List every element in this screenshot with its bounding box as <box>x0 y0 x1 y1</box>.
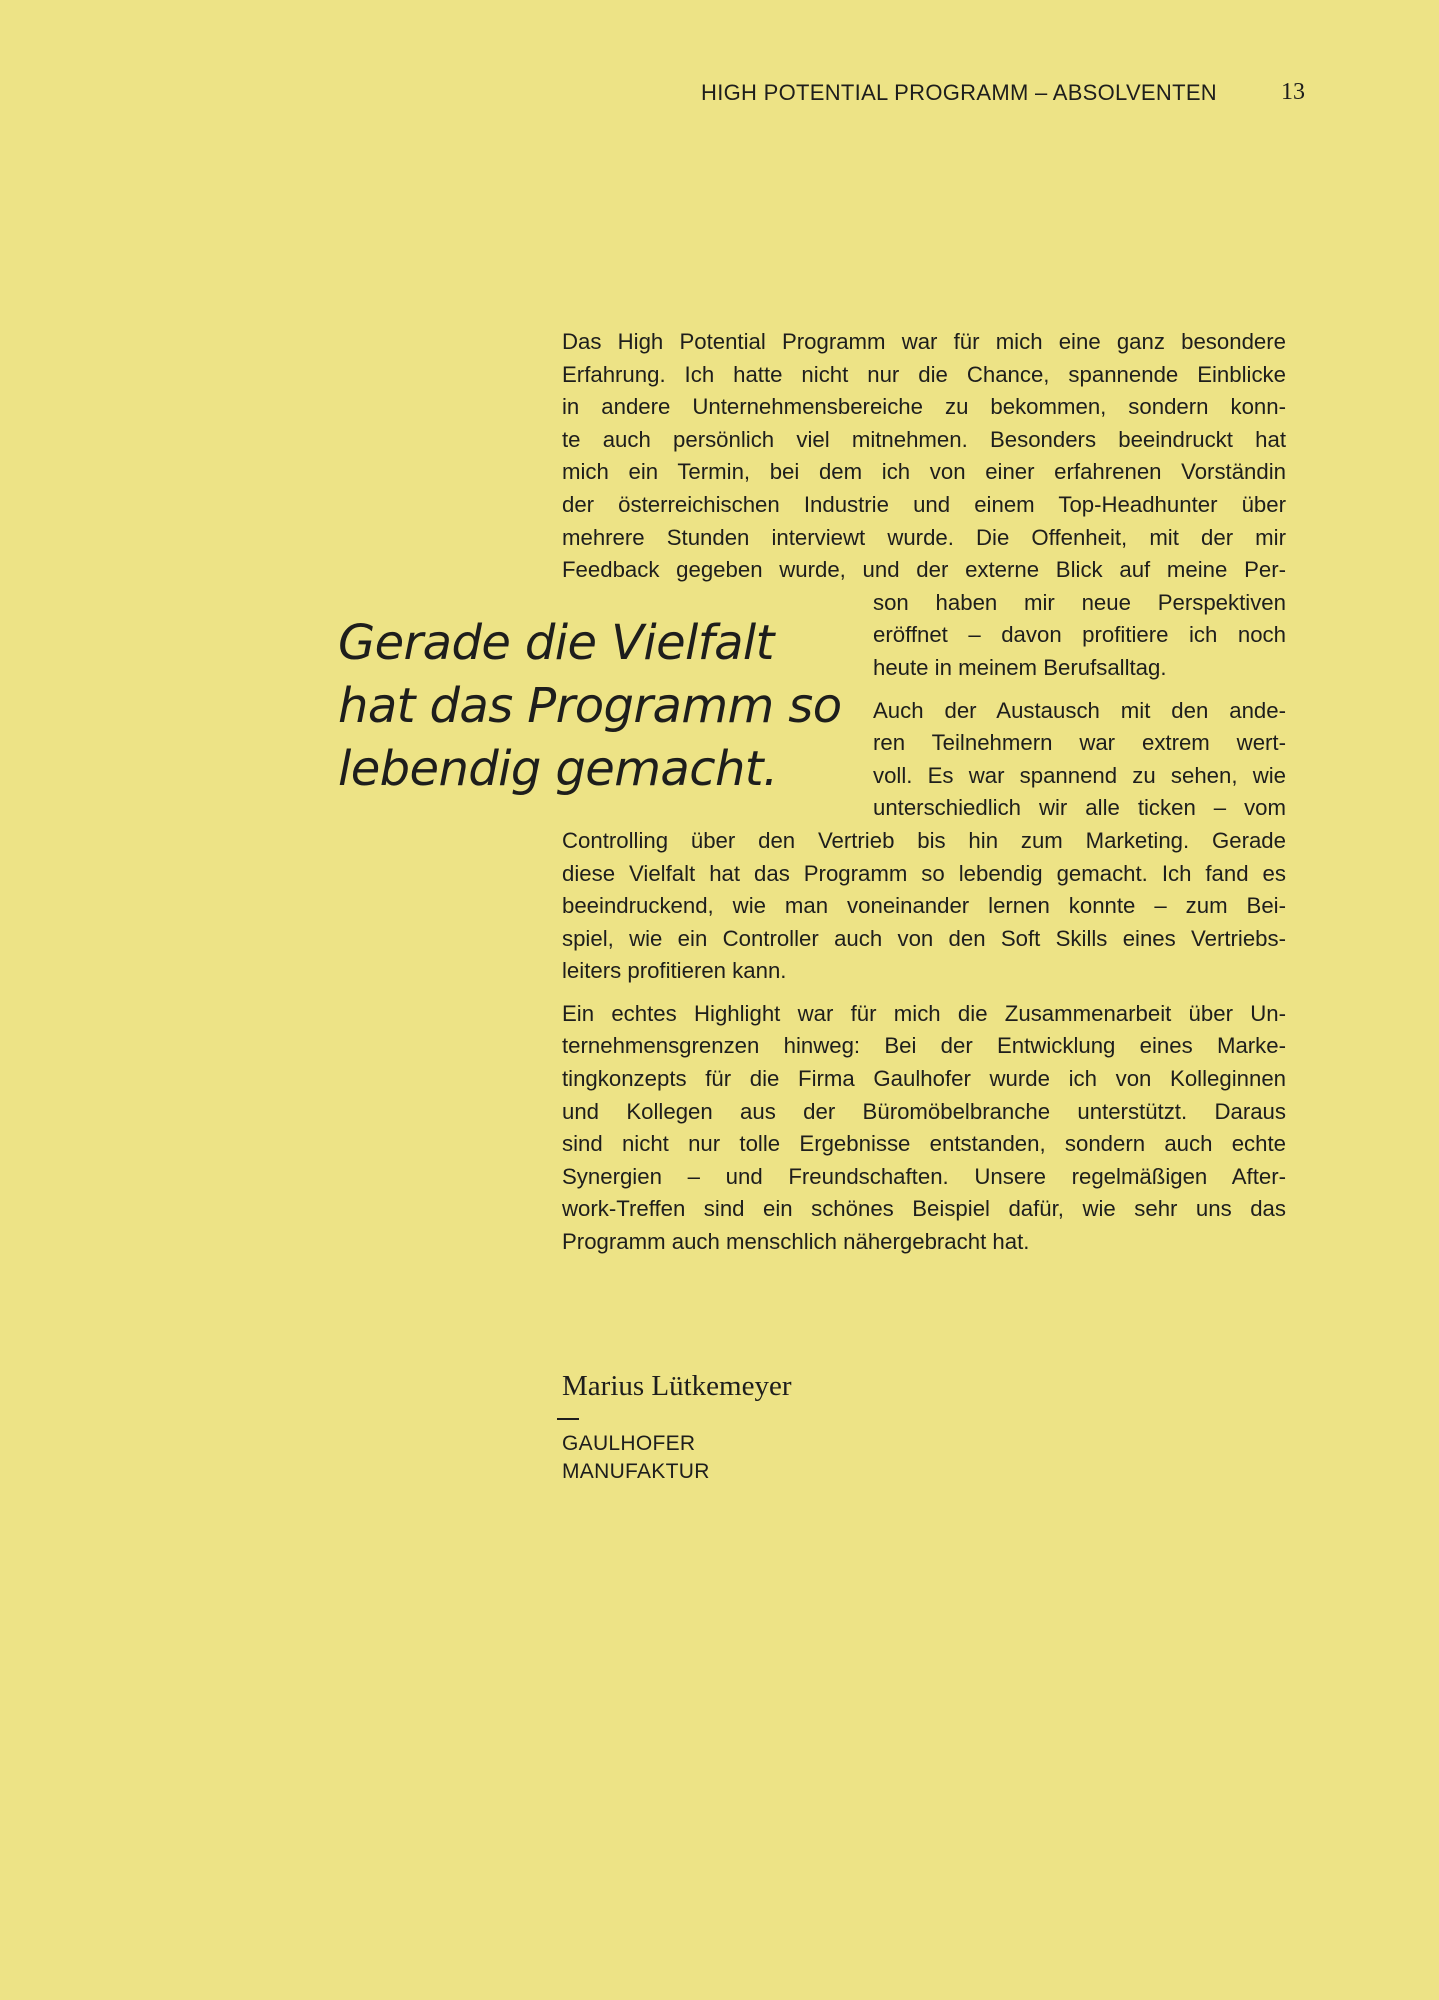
text-line: ren Teilnehmern war extrem wert- <box>873 730 1286 756</box>
pull-quote-line: hat das Programm so <box>338 678 842 734</box>
text-line: heute in meinem Berufsalltag. <box>873 654 1167 680</box>
company-line: MANUFAKTUR <box>562 1460 710 1483</box>
text-line: Controlling über den Vertrieb bis hin zum Marketing. Gerade <box>562 827 1286 853</box>
text-line: der österreichischen Industrie und einem Top-Headhunter über <box>562 491 1286 517</box>
text-line: mich ein Termin, bei dem ich von einer erfahrenen Vorständin <box>562 459 1286 485</box>
author-company <box>562 1430 710 1486</box>
text-line: son haben mir neue Perspektiven <box>873 589 1286 615</box>
running-header <box>0 80 1439 114</box>
text-line: leiters profitieren kann. <box>562 958 787 984</box>
text-line: Programm auch menschlich nähergebracht hat. <box>562 1229 1030 1255</box>
text-line: ternehmensgrenzen hinweg: Bei der Entwicklung eines Marke- <box>562 1033 1286 1059</box>
text-line: Das High Potential Programm war für mich eine ganz besondere <box>562 329 1286 354</box>
text-line: work-Treffen sind ein schönes Beispiel dafür, wie sehr uns das <box>562 1196 1286 1222</box>
company-line: GAULHOFER <box>562 1432 696 1455</box>
author-divider <box>557 1418 579 1420</box>
section-title: HIGH POTENTIAL PROGRAMM – ABSOLVENTEN <box>701 80 1217 105</box>
text-line: voll. Es war spannend zu sehen, wie <box>873 762 1286 788</box>
text-line: tingkonzepts für die Firma Gaulhofer wurde ich von Kolleginnen <box>562 1066 1286 1092</box>
page-number: 13 <box>1281 79 1305 105</box>
text-line: in andere Unternehmensbereiche zu bekommen, sondern konn- <box>562 394 1286 420</box>
text-line: mehrere Stunden interviewt wurde. Die Offenheit, mit der mir <box>562 524 1286 550</box>
text-line: Synergien – und Freundschaften. Unsere regelmäßigen After- <box>562 1163 1286 1189</box>
text-line: sind nicht nur tolle Ergebnisse entstanden, sondern auch echte <box>562 1131 1286 1157</box>
text-line: Feedback gegeben wurde, und der externe Blick auf meine Per- <box>562 557 1286 583</box>
text-line: unterschiedlich wir alle ticken – vom <box>873 795 1286 821</box>
text-line: beeindruckend, wie man voneinander lernen konnte – zum Bei- <box>562 893 1286 919</box>
paragraph-3 <box>562 998 1286 1259</box>
text-line: Erfahrung. Ich hatte nicht nur die Chance, spannende Einblicke <box>562 361 1286 387</box>
pull-quote-line: lebendig gemacht. <box>338 741 778 797</box>
text-line: Ein echtes Highlight war für mich die Zusammenarbeit über Un- <box>562 1000 1286 1026</box>
paragraph-2 <box>562 695 1286 988</box>
text-line: spiel, wie ein Controller auch von den Soft Skills eines Vertriebs- <box>562 925 1286 951</box>
text-line: te auch persönlich viel mitnehmen. Besonders beeindruckt hat <box>562 426 1286 452</box>
text-line: diese Vielfalt hat das Programm so lebendig gemacht. Ich fand es <box>562 860 1286 886</box>
text-line: eröffnet – davon profitiere ich noch <box>873 622 1286 648</box>
text-line: Auch der Austausch mit den ande- <box>873 697 1286 723</box>
author-name: Marius Lütkemeyer <box>562 1370 792 1402</box>
article-body <box>562 326 1286 1259</box>
text-line: und Kollegen aus der Büromöbelbranche unterstützt. Daraus <box>562 1098 1286 1124</box>
pull-quote-line: Gerade die Vielfalt <box>338 615 774 671</box>
paragraph-1 <box>562 326 1286 685</box>
